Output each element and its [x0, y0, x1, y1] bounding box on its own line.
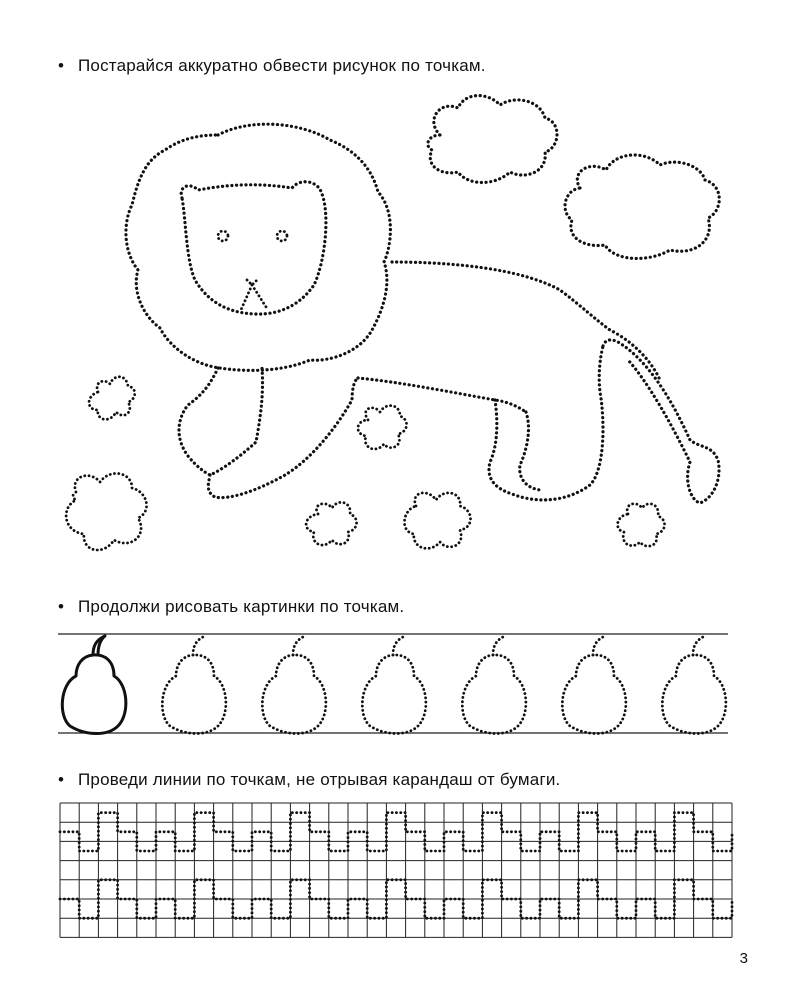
- instruction-text: Постарайся аккуратно обвести рисунок по точкам.: [78, 56, 486, 75]
- lion-tail: [603, 340, 719, 503]
- flower: [618, 504, 665, 546]
- page-number: 3: [739, 950, 748, 967]
- lion-nose: [240, 279, 268, 312]
- instruction-text: Продолжи рисовать картинки по точкам.: [78, 597, 405, 616]
- lion-face: [181, 182, 326, 314]
- lion-eye-right: [277, 231, 287, 241]
- cloud-top: [428, 96, 557, 183]
- lion-drawing[interactable]: [126, 124, 719, 503]
- flower: [404, 493, 470, 549]
- bullet: •: [58, 770, 65, 789]
- pear-solid: [62, 636, 126, 734]
- lion-front-leg: [179, 368, 263, 475]
- flower: [89, 377, 135, 420]
- instruction-text: Проведи линии по точкам, не отрывая карандаш от бумаги.: [78, 770, 561, 789]
- lion-belly: [358, 378, 526, 412]
- lion-mane: [126, 124, 390, 370]
- bullet: •: [58, 597, 65, 616]
- flower: [66, 473, 146, 550]
- flower: [358, 406, 407, 449]
- lion-back: [392, 262, 660, 380]
- pear-dotted-row[interactable]: [162, 636, 726, 734]
- grid-dotted-line: [60, 813, 732, 851]
- lion-eye-left: [218, 231, 228, 241]
- lion-hind-leg-inner: [520, 412, 540, 490]
- grid-dotted-pattern[interactable]: [60, 813, 732, 919]
- cloud-right: [565, 155, 719, 258]
- lion-front-leg-inner: [208, 378, 358, 498]
- flower: [306, 502, 356, 545]
- lion-hind-leg: [489, 346, 603, 500]
- bullet: •: [58, 56, 65, 75]
